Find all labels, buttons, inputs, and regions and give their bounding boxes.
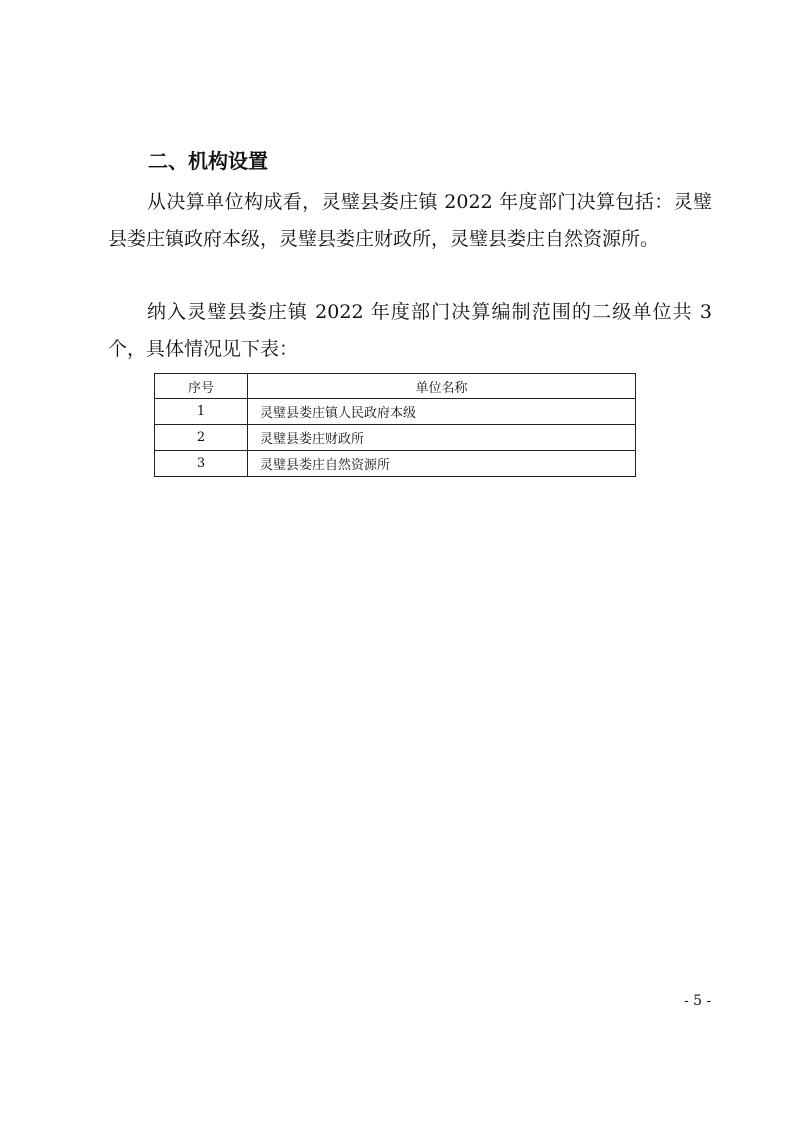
table-header-row xyxy=(155,374,636,399)
subunit-paragraph: 纳入灵璧县娄庄镇 2022 年度部门决算编制范围的二级单位共 3 个，具体情况见下表： xyxy=(108,301,712,360)
table-row xyxy=(155,399,636,425)
row-unit-name: 灵璧县娄庄自然资源所 xyxy=(248,451,636,477)
table-row xyxy=(155,451,636,477)
row-unit-name: 灵璧县娄庄财政所 xyxy=(248,425,636,451)
row-serial-number: 1 xyxy=(155,399,248,425)
row-serial-number: 2 xyxy=(155,425,248,451)
page-number: - 5 - xyxy=(684,993,712,1009)
unit-table xyxy=(154,373,636,477)
row-unit-name: 灵璧县娄庄镇人民政府本级 xyxy=(248,399,636,425)
section-heading: 二、机构设置 xyxy=(148,149,268,173)
header-serial-number: 序号 xyxy=(155,374,248,399)
composition-paragraph: 从决算单位构成看，灵璧县娄庄镇 2022 年度部门决算包括：灵璧县娄庄镇政府本级，灵璧县娄庄财政所，灵璧县娄庄自然资源所。 xyxy=(108,191,712,250)
table-row xyxy=(155,425,636,451)
header-unit-name: 单位名称 xyxy=(248,374,636,399)
row-serial-number: 3 xyxy=(155,451,248,477)
